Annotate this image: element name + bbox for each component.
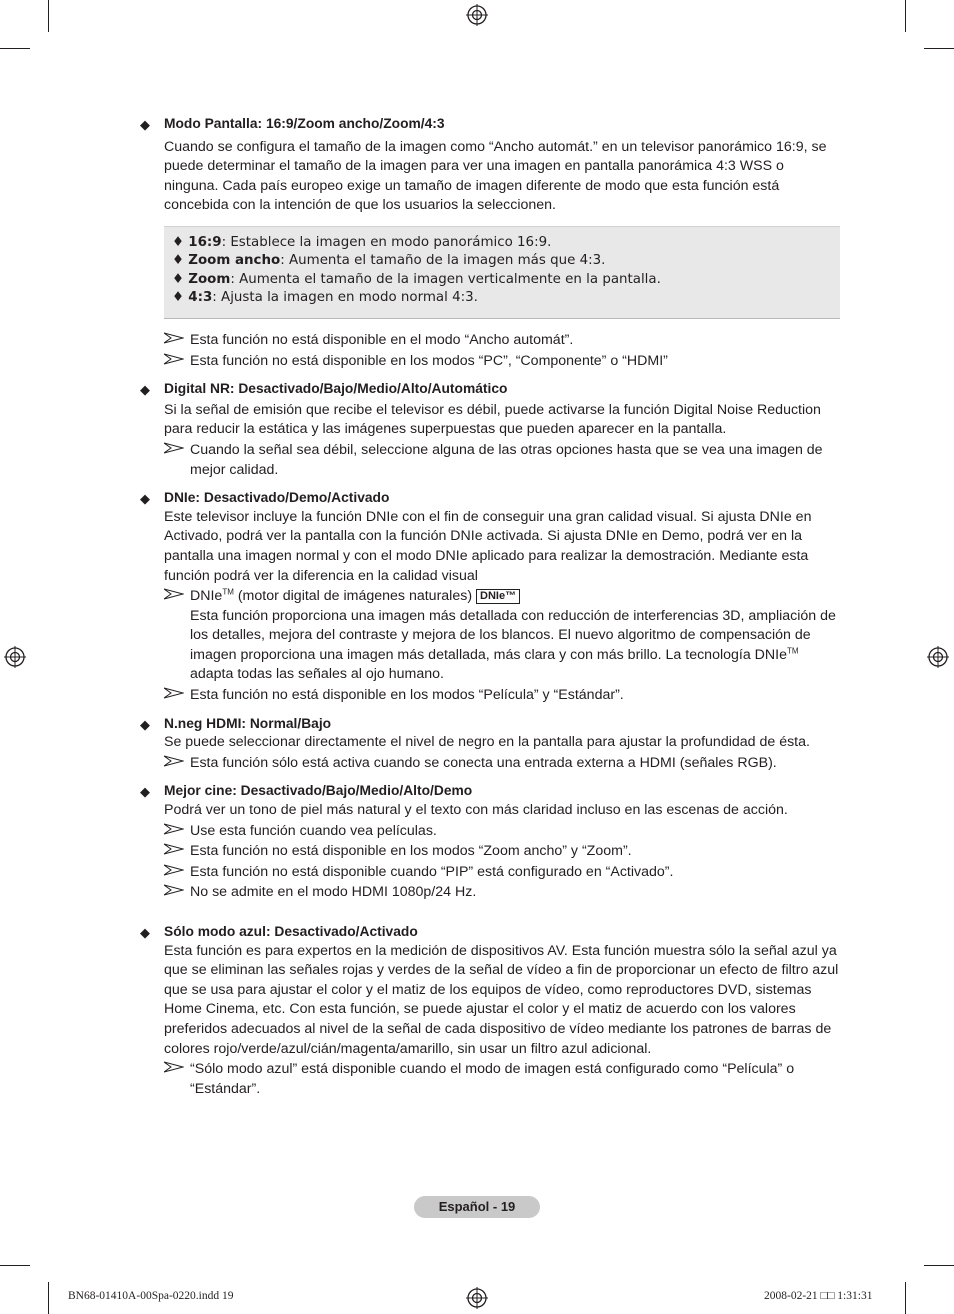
option-item: ♦ 4:3: Ajusta la imagen en modo normal 4:3.: [172, 290, 478, 306]
diamond-bullet-icon: ◆: [140, 382, 150, 398]
note: Use esta función cuando vea películas.: [164, 822, 840, 842]
note: Esta función no está disponible cuando “PIP” está configurado en “Activado”.: [164, 863, 840, 883]
note-arrow-icon: [164, 864, 184, 876]
section-paragraph: Si la señal de emisión que recibe el televisor es débil, puede activarse la función Digital Noise Reduction para reducir la estática y las imágenes superpuestas que pueden aparecer en la pantalla.: [164, 401, 821, 438]
section-nneg-hdmi: [140, 714, 840, 774]
note: Esta función no está disponible en los modos “PC”, “Componente” o “HDMI”: [164, 352, 840, 372]
section-heading: Digital NR: Desactivado/Bajo/Medio/Alto/Automático: [164, 381, 508, 397]
crop-mark: [0, 48, 30, 49]
registration-mark-icon: [4, 646, 26, 668]
note-arrow-icon: [164, 755, 184, 767]
note-arrow-icon: [164, 588, 184, 600]
diamond-bullet-icon: ◆: [140, 716, 150, 732]
section-paragraph: Este televisor incluye la función DNIe con el fin de conseguir una gran calidad visual. Si ajusta DNIe en Activado, podrá ver la pantalla con la función DNIe activada. Si ajusta DNIe en Demo, podrá ver en la pantalla una imagen normal y con el modo DNIe aplicado para realizar la demostración. Mediante esta función podrá ver la diferencia en la calidad visual: [164, 508, 812, 584]
note-arrow-icon: [164, 884, 184, 896]
options-box: [164, 226, 840, 319]
crop-mark: [905, 0, 906, 32]
slug-date: 2008-02-21 □□ 1:31:31: [764, 1290, 873, 1302]
note: No se admite en el modo HDMI 1080p/24 Hz.: [164, 883, 840, 903]
note: Cuando la señal sea débil, seleccione alguna de las otras opciones hasta que se vea una imagen de mejor calidad.: [164, 441, 840, 480]
section-heading: DNIe: Desactivado/Demo/Activado: [164, 490, 390, 506]
note-arrow-icon: [164, 332, 184, 344]
section-modo-pantalla: [140, 114, 840, 371]
section-dnie: [140, 488, 840, 706]
section-paragraph: Cuando se configura el tamaño de la imagen como “Ancho automát.” en un televisor panorámico 16:9, se puede determinar el tamaño de la imagen para ver una imagen en pantalla panorámica 4:3 WSS o ninguna. Cada país europeo exige un tamaño de imagen diferente de modo que esta función está concebida con la intención de que los usuarios la seleccionen.: [164, 138, 827, 214]
note: Esta función no está disponible en los modos “Película” y “Estándar”.: [164, 686, 840, 706]
diamond-bullet-icon: ◆: [140, 491, 150, 507]
option-item: ♦ Zoom: Aumenta el tamaño de la imagen verticalmente en la pantalla.: [172, 271, 661, 287]
note-arrow-icon: [164, 823, 184, 835]
section-paragraph: Se puede seleccionar directamente el nivel de negro en la pantalla para ajustar la profundidad de ésta.: [164, 734, 810, 751]
page-number-label: Español - 19: [414, 1196, 540, 1218]
registration-mark-icon: [466, 1287, 488, 1309]
note-arrow-icon: [164, 843, 184, 855]
section-solo-modo-azul: [140, 922, 840, 1099]
crop-mark: [905, 1282, 906, 1314]
crop-mark: [0, 1265, 30, 1266]
manual-content: [140, 114, 840, 1099]
note: “Sólo modo azul” está disponible cuando el modo de imagen está configurado como “Película” o “Estándar”.: [164, 1060, 840, 1099]
section-paragraph: Podrá ver un tono de piel más natural y el texto con más claridad incluso en las escenas de acción.: [164, 802, 788, 819]
note-arrow-icon: [164, 442, 184, 454]
note-arrow-icon: [164, 687, 184, 699]
registration-mark-icon: [466, 4, 488, 26]
option-item: ♦ 16:9: Establece la imagen en modo panorámico 16:9.: [172, 234, 552, 250]
section-mejor-cine: [140, 781, 840, 903]
note-dnie: DNIe™ (motor digital de imágenes naturales) DNIe™ Esta función proporciona una imagen más detallada con reducción de interferencias 3D, ampliación de los detalles, mejora del contraste y mejora de los blancos. El nuevo algoritmo de compensación de imagen proporciona una imagen más detallada, más clara y con más brillo. La tecnología DNIe™ adapta todas las señales al ojo humano.: [164, 587, 840, 685]
note-arrow-icon: [164, 1061, 184, 1073]
section-heading: Modo Pantalla: 16:9/Zoom ancho/Zoom/4:3: [164, 116, 445, 131]
note: Esta función sólo está activa cuando se conecta una entrada externa a HDMI (señales RGB).: [164, 754, 840, 774]
section-heading: N.neg HDMI: Normal/Bajo: [164, 715, 332, 731]
diamond-bullet-icon: ◆: [140, 784, 150, 800]
registration-mark-icon: [927, 646, 949, 668]
crop-mark: [924, 48, 954, 49]
section-heading: Sólo modo azul: Desactivado/Activado: [164, 924, 418, 939]
section-digital-nr: [140, 379, 840, 480]
section-heading: Mejor cine: Desactivado/Bajo/Medio/Alto/Demo: [164, 783, 473, 799]
note: Esta función no está disponible en el modo “Ancho automát”.: [164, 331, 840, 351]
crop-mark: [48, 0, 49, 32]
crop-mark: [48, 1282, 49, 1314]
slug-file: BN68-01410A-00Spa-0220.indd 19: [68, 1290, 234, 1302]
diamond-bullet-icon: ◆: [140, 925, 150, 940]
option-item: ♦ Zoom ancho: Aumenta el tamaño de la imagen más que 4:3.: [172, 253, 606, 269]
dnie-logo: DNIe™: [476, 589, 520, 604]
crop-mark: [924, 1265, 954, 1266]
note-arrow-icon: [164, 353, 184, 365]
diamond-bullet-icon: ◆: [140, 117, 150, 132]
section-paragraph: Esta función es para expertos en la medición de dispositivos AV. Esta función muestra sólo la señal azul ya que se eliminan las señales rojas y verdes de la señal de vídeo a fin de proporcionar un efecto de filtro azul que se usa para ajustar el color y el matiz de los equipos de vídeo, como reproductores DVD, sistemas Home Cinema, etc. Con esta función, se puede ajustar el color y el matiz de acuerdo con los valores preferidos adecuados al nivel de la señal de cada dispositivo de vídeo mediante los patrones de barras de colores rojo/verde/azul/cián/magenta/amarillo, sin usar un filtro azul adicional.: [164, 942, 839, 1057]
note: Esta función no está disponible en los modos “Zoom ancho” y “Zoom”.: [164, 842, 840, 862]
